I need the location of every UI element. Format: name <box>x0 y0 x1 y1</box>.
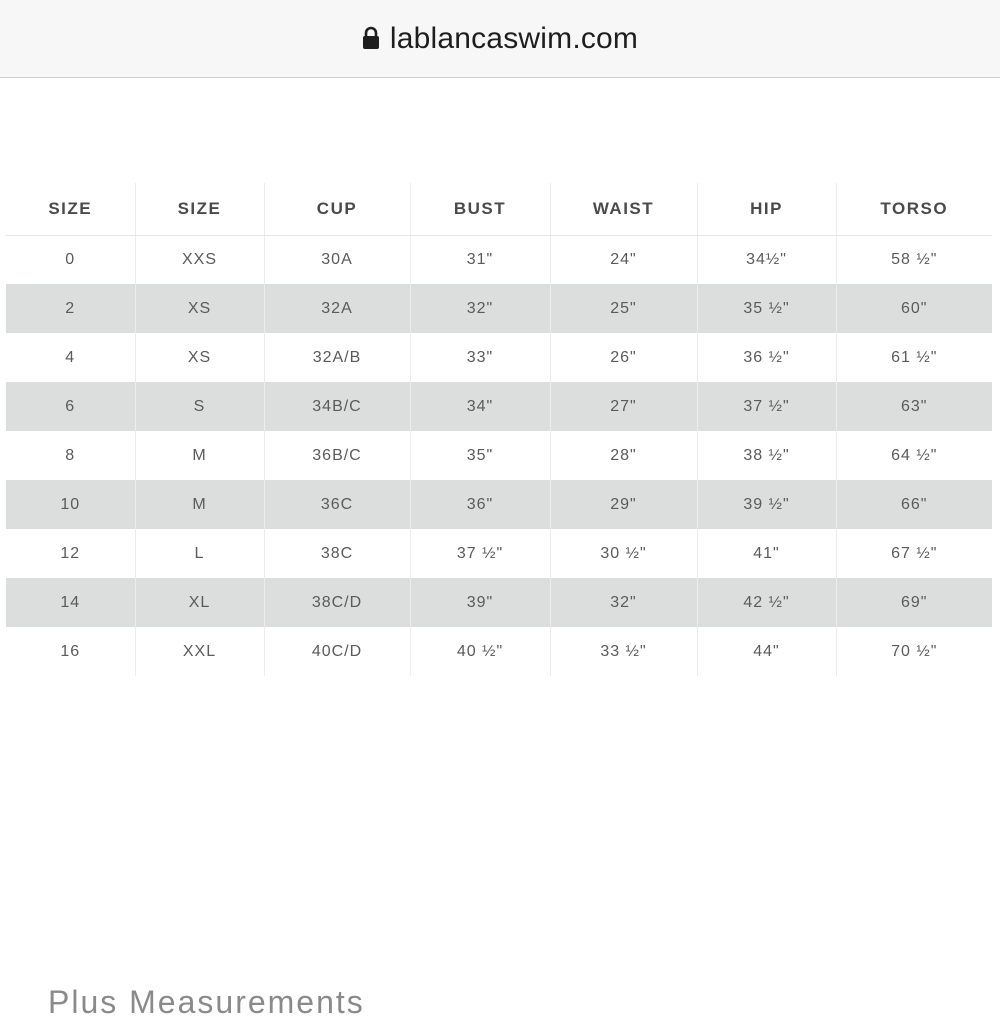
table-cell: 36" <box>410 480 550 529</box>
browser-address-bar[interactable] <box>0 0 1000 78</box>
table-cell: 33 ½" <box>550 627 697 676</box>
table-cell: 24" <box>550 235 697 284</box>
table-row <box>6 431 992 480</box>
table-cell: 58 ½" <box>836 235 992 284</box>
size-chart-header-row <box>6 183 992 235</box>
column-header: WAIST <box>550 183 697 235</box>
table-cell: 67 ½" <box>836 529 992 578</box>
table-cell: 2 <box>6 284 135 333</box>
table-cell: 34" <box>410 382 550 431</box>
column-header: SIZE <box>6 183 135 235</box>
table-cell: 4 <box>65 348 76 366</box>
table-cell: 36B/C <box>264 431 410 480</box>
table-cell: 33" <box>410 333 550 382</box>
table-cell: 35" <box>410 431 550 480</box>
column-header: HIP <box>697 183 836 235</box>
table-cell: 27" <box>550 382 697 431</box>
table-cell: 12 <box>60 544 81 562</box>
table-cell: 63" <box>836 382 992 431</box>
table-cell: 10 <box>6 480 135 529</box>
table-cell: 38C/D <box>264 578 410 627</box>
url-text: lablancaswim.com <box>389 21 639 55</box>
url-display[interactable] <box>362 22 638 56</box>
size-chart <box>6 183 992 676</box>
table-cell: 34½" <box>697 235 836 284</box>
table-cell: 70 ½" <box>836 627 992 676</box>
table-cell: M <box>135 431 264 480</box>
table-cell: 38 ½" <box>697 431 836 480</box>
column-header: BUST <box>410 183 550 235</box>
table-row <box>6 333 992 382</box>
table-cell: 39" <box>410 578 550 627</box>
column-header: TORSO <box>836 183 992 235</box>
table-cell: 32A/B <box>264 333 410 382</box>
table-cell: 39 ½" <box>697 480 836 529</box>
table-cell: 60" <box>836 284 992 333</box>
table-cell: 37 ½" <box>410 529 550 578</box>
table-cell: M <box>135 480 264 529</box>
table-cell: 42 ½" <box>697 578 836 627</box>
table-cell: 44" <box>697 627 836 676</box>
table-cell: S <box>135 382 264 431</box>
table-cell: 28" <box>550 431 697 480</box>
table-cell: 40C/D <box>264 627 410 676</box>
table-cell: 34B/C <box>264 382 410 431</box>
table-cell: 38C <box>264 529 410 578</box>
size-chart-body <box>6 235 992 676</box>
table-cell: 14 <box>6 578 135 627</box>
column-header: CUP <box>264 183 410 235</box>
table-row <box>6 284 992 333</box>
table-cell: XL <box>135 578 264 627</box>
table-cell: 66" <box>836 480 992 529</box>
column-header: SIZE <box>135 183 264 235</box>
table-row <box>6 382 992 431</box>
table-cell: 32A <box>264 284 410 333</box>
table-row <box>6 529 992 578</box>
table-cell: 32" <box>550 578 697 627</box>
table-cell: 32" <box>410 284 550 333</box>
table-cell: 6 <box>6 382 135 431</box>
table-cell: 40 ½" <box>410 627 550 676</box>
table-cell: XS <box>135 284 264 333</box>
table-cell: 8 <box>65 446 76 464</box>
table-cell: 61 ½" <box>836 333 992 382</box>
table-cell: 36C <box>264 480 410 529</box>
table-row <box>6 627 992 676</box>
table-cell: XXS <box>135 235 264 284</box>
table-cell: 30 ½" <box>550 529 697 578</box>
table-cell: 36 ½" <box>697 333 836 382</box>
table-row <box>6 480 992 529</box>
table-cell: 41" <box>697 529 836 578</box>
table-cell: 16 <box>60 642 81 660</box>
table-cell: 25" <box>550 284 697 333</box>
table-row <box>6 578 992 627</box>
table-cell: 37 ½" <box>697 382 836 431</box>
table-cell: 31" <box>410 235 550 284</box>
size-chart-table <box>6 183 992 676</box>
table-cell: 35 ½" <box>697 284 836 333</box>
table-cell: 64 ½" <box>836 431 992 480</box>
table-cell: 69" <box>836 578 992 627</box>
plus-measurements-heading: Plus Measurements <box>48 984 365 1020</box>
table-cell: L <box>135 529 264 578</box>
table-cell: 29" <box>550 480 697 529</box>
table-cell: XS <box>135 333 264 382</box>
table-cell: XXL <box>135 627 264 676</box>
table-cell: 30A <box>264 235 410 284</box>
table-cell: 26" <box>550 333 697 382</box>
table-row <box>6 235 992 284</box>
table-cell: 0 <box>65 250 76 268</box>
lock-icon <box>362 26 380 50</box>
